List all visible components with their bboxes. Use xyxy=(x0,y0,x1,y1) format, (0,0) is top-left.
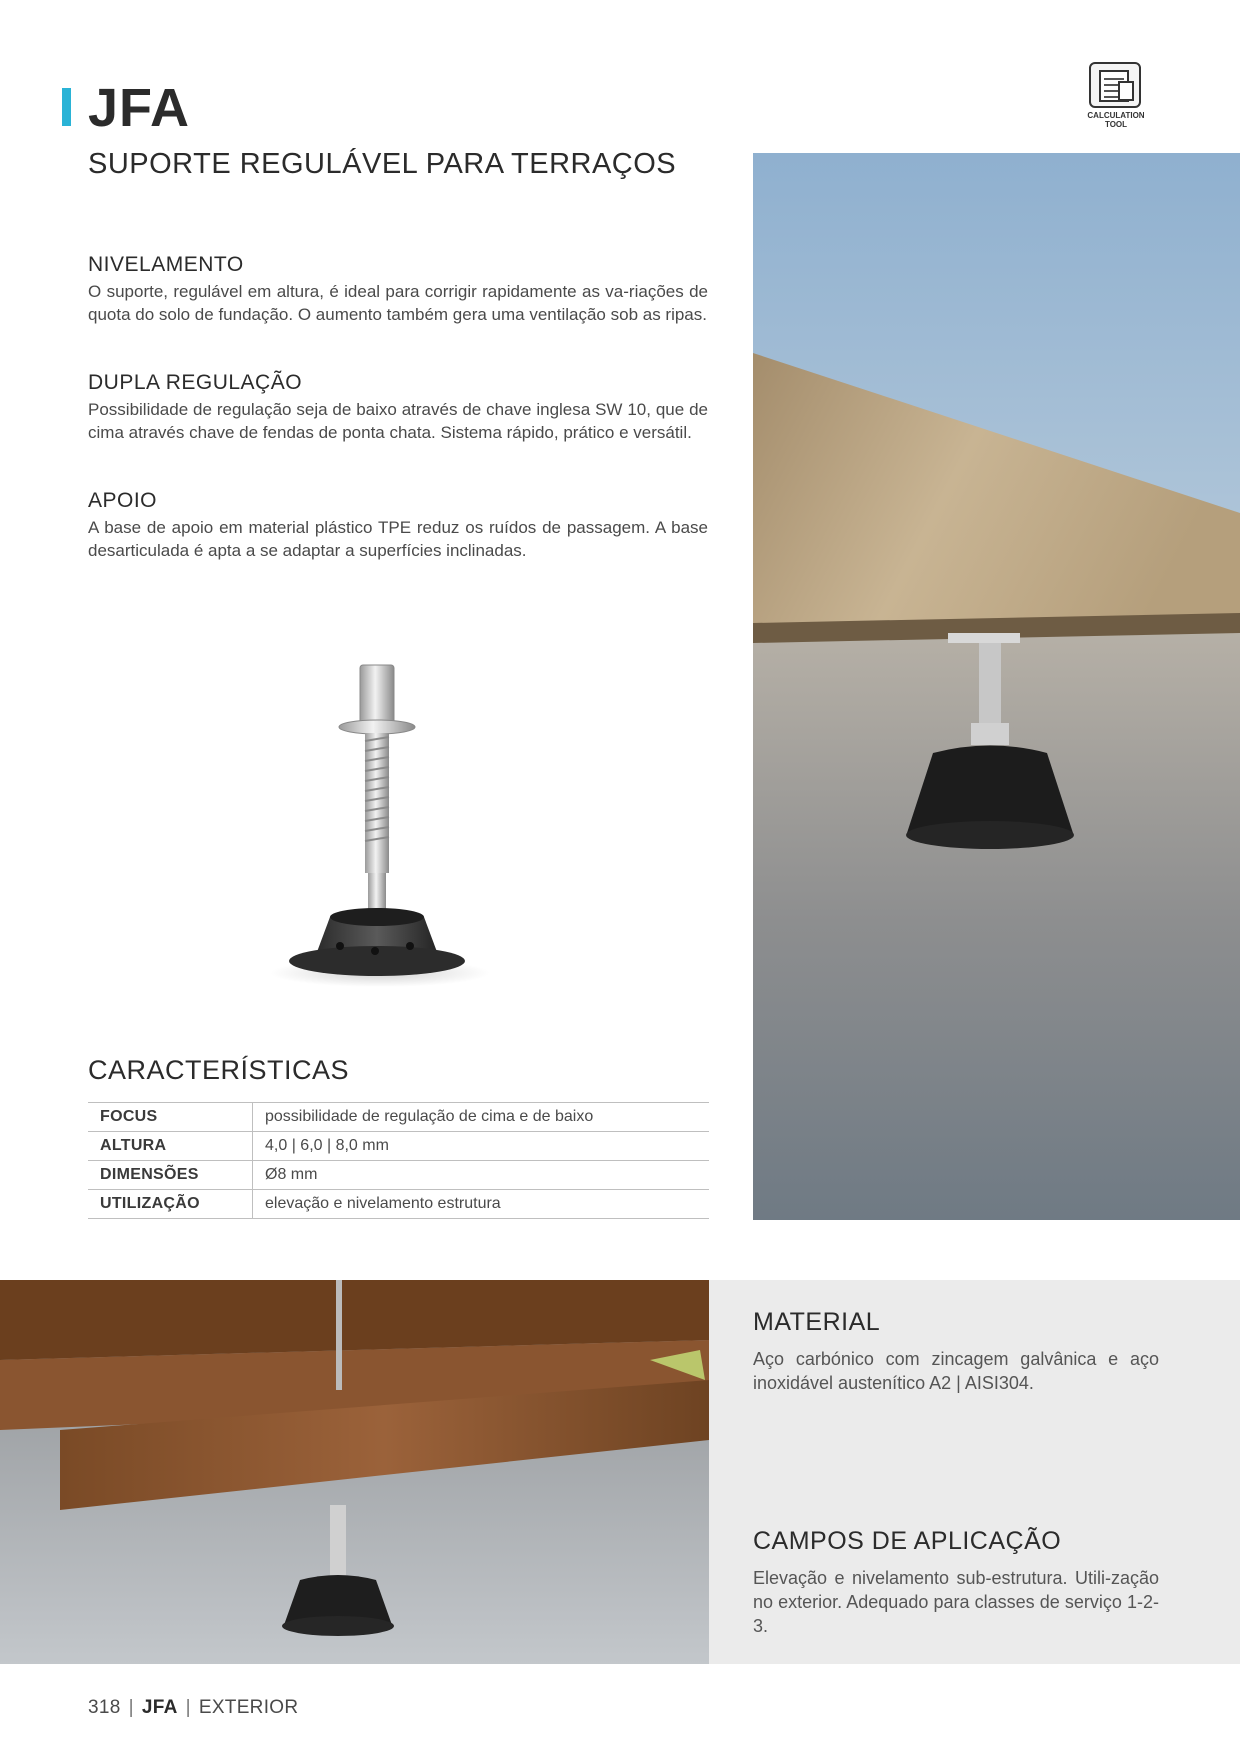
material-heading: MATERIAL xyxy=(753,1308,881,1336)
section-heading: NIVELAMENTO xyxy=(88,253,244,276)
application-heading: CAMPOS DE APLICAÇÃO xyxy=(753,1527,1062,1555)
table-key: ALTURA xyxy=(88,1132,253,1161)
application-block xyxy=(753,1527,1159,1638)
table-key: UTILIZAÇÃO xyxy=(88,1190,253,1219)
characteristics-title: CARACTERÍSTICAS xyxy=(88,1055,350,1085)
table-row xyxy=(88,1161,709,1190)
section-dupla-regulacao xyxy=(88,370,708,444)
application-text: Elevação e nivelamento sub-estrutura. Utili-zação no exterior. Adequado para classes de serviço 1-2-3. xyxy=(753,1568,1159,1636)
installation-photo xyxy=(0,1280,709,1664)
calculator-sheet-icon xyxy=(1089,62,1141,108)
section-heading: APOIO xyxy=(88,489,158,512)
table-row xyxy=(88,1132,709,1161)
section-text: O suporte, regulável em altura, é ideal para corrigir rapidamente as va-riações de quota do solo de fundação. O aumento também gera uma ventilação sob as ripas. xyxy=(88,282,708,324)
table-key: FOCUS xyxy=(88,1103,253,1132)
section-text: Possibilidade de regulação seja de baixo através de chave inglesa SW 10, que de cima através chave de fendas de ponta chata. Sistema rápido, prático e versátil. xyxy=(88,400,708,442)
table-row xyxy=(88,1190,709,1219)
table-value: possibilidade de regulação de cima e de baixo xyxy=(265,1108,594,1125)
calc-tool-label-2: TOOL xyxy=(1104,120,1128,129)
title-accent-bar xyxy=(62,88,71,126)
page-title: JFA xyxy=(88,78,191,138)
page-footer: 318 | JFA | EXTERIOR xyxy=(88,1697,299,1718)
table-key: DIMENSÕES xyxy=(88,1161,253,1190)
page-number: 318 xyxy=(88,1697,121,1718)
table-row xyxy=(88,1103,709,1132)
material-text: Aço carbónico com zincagem galvânica e aço inoxidável austenítico A2 | AISI304. xyxy=(753,1349,1159,1393)
footer-category: EXTERIOR xyxy=(198,1697,299,1718)
calculation-tool-icon[interactable] xyxy=(1080,62,1152,132)
table-value: elevação e nivelamento estrutura xyxy=(265,1195,501,1212)
material-block xyxy=(753,1308,1159,1395)
deck-support-photo xyxy=(753,153,1240,1220)
footer-product: JFA xyxy=(141,1697,178,1718)
section-nivelamento xyxy=(88,252,708,326)
section-apoio xyxy=(88,488,708,562)
table-value: Ø8 mm xyxy=(265,1166,318,1183)
info-panel xyxy=(709,1280,1240,1664)
section-text: A base de apoio em material plástico TPE reduz os ruídos de passagem. A base desarticulada é apta a se adaptar a superfícies inclinadas. xyxy=(88,518,708,560)
table-value: 4,0 | 6,0 | 8,0 mm xyxy=(265,1137,389,1154)
page-subtitle: SUPORTE REGULÁVEL PARA TERRAÇOS xyxy=(88,148,677,180)
calc-tool-label-1: CALCULATION xyxy=(1087,111,1145,120)
characteristics-table xyxy=(88,1102,709,1219)
product-image xyxy=(270,655,520,995)
section-heading: DUPLA REGULAÇÃO xyxy=(88,371,303,394)
